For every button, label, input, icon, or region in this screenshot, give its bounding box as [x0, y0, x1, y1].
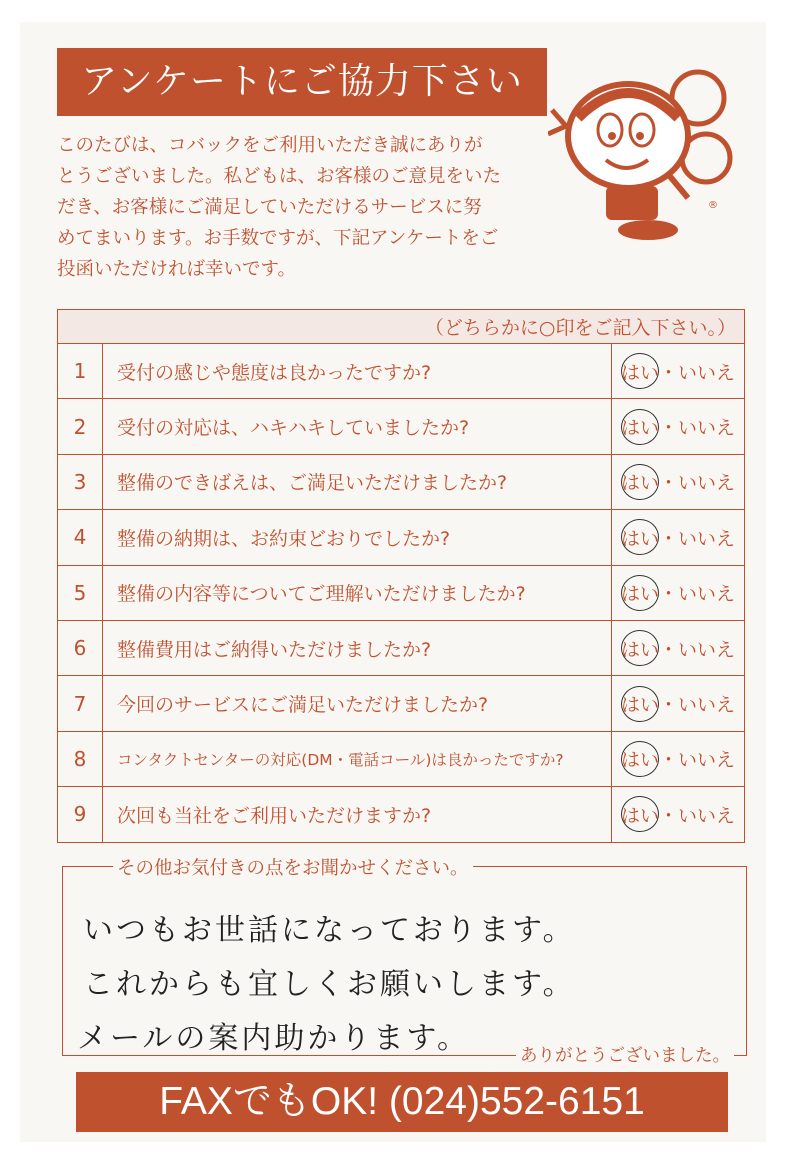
intro-line: だき、お客様にご満足していただけるサービスに努: [57, 197, 482, 218]
question-row: [58, 344, 745, 399]
answer-no: いいえ: [678, 638, 736, 661]
answer-separator: ・: [658, 527, 678, 550]
question-number: 9: [58, 787, 103, 842]
answer-no: いいえ: [678, 472, 736, 495]
answer-separator: ・: [658, 417, 678, 440]
answer-yes: はい: [620, 472, 659, 495]
intro-line: とうございました。私どもは、お客様のご意見をいた: [57, 166, 502, 187]
handwritten-comment-line: これからも宜しくお願いします。: [83, 967, 576, 1002]
question-number: 8: [58, 731, 103, 786]
answer-yes: はい: [620, 638, 659, 661]
answer-yes: はい: [620, 804, 659, 827]
answer-yes: はい: [620, 583, 659, 606]
intro-line: めてまいります。お手数ですが、下記アンケートをご: [57, 228, 499, 249]
answer-no: いいえ: [678, 361, 736, 384]
question-row: [58, 510, 745, 565]
answer-yes: はい: [620, 749, 659, 772]
question-row: [58, 731, 745, 786]
question-text: 整備費用はご納得いただけましたか?: [103, 620, 612, 675]
question-number: 4: [58, 510, 103, 565]
answer-separator: ・: [658, 694, 678, 717]
answer-choice[interactable]: [612, 565, 745, 620]
answer-circle-mark: [621, 686, 659, 722]
handwritten-comment-line: いつもお世話になっております。: [83, 913, 576, 948]
question-row: [58, 454, 745, 509]
answer-separator: ・: [658, 583, 678, 606]
question-number: 1: [58, 344, 103, 399]
fax-banner: FAXでもOK! (024)552-6151: [76, 1072, 728, 1132]
answer-circle-mark: [621, 630, 659, 666]
question-text: 整備の納期は、お約束どおりでしたか?: [103, 510, 612, 565]
answer-circle-mark: [621, 741, 659, 777]
question-row: [58, 565, 745, 620]
answer-choice[interactable]: [612, 620, 745, 675]
answer-no: いいえ: [678, 417, 736, 440]
survey-table: [57, 309, 745, 843]
mascot-illustration: [548, 58, 738, 248]
answer-yes: はい: [620, 361, 659, 384]
answer-circle-mark: [621, 409, 659, 445]
answer-yes: はい: [620, 417, 659, 440]
registered-mark: ®: [708, 200, 718, 211]
answer-circle-mark: [621, 464, 659, 500]
answer-choice[interactable]: [612, 510, 745, 565]
question-row: [58, 676, 745, 731]
answer-yes: はい: [620, 694, 659, 717]
answer-separator: ・: [658, 638, 678, 661]
thanks-text: ありがとうございました。: [516, 1042, 734, 1067]
question-text: 整備の内容等についてご理解いただけましたか?: [103, 565, 612, 620]
question-text: 次回も当社をご利用いただけますか?: [103, 787, 612, 842]
question-text: 受付の感じや態度は良かったですか?: [103, 344, 612, 399]
answer-separator: ・: [658, 472, 678, 495]
answer-no: いいえ: [678, 527, 736, 550]
intro-line: このたびは、コバックをご利用いただき誠にありが: [57, 135, 483, 156]
question-text: 受付の対応は、ハキハキしていましたか?: [103, 399, 612, 454]
answer-choice[interactable]: [612, 731, 745, 786]
table-instruction: （どちらかに○印をご記入下さい。）: [58, 310, 745, 344]
question-number: 7: [58, 676, 103, 731]
question-text: コンタクトセンターの対応(DM・電話コール)は良かったですか?: [103, 731, 612, 786]
answer-no: いいえ: [678, 694, 736, 717]
question-number: 3: [58, 454, 103, 509]
question-row: [58, 399, 745, 454]
answer-circle-mark: [621, 575, 659, 611]
handwritten-comment-line: メールの案内助かります。: [77, 1021, 470, 1056]
answer-separator: ・: [658, 804, 678, 827]
answer-separator: ・: [658, 361, 678, 384]
answer-separator: ・: [658, 749, 678, 772]
answer-no: いいえ: [678, 749, 736, 772]
question-row: [58, 620, 745, 675]
answer-circle-mark: [621, 353, 659, 389]
answer-choice[interactable]: [612, 344, 745, 399]
answer-choice[interactable]: [612, 454, 745, 509]
answer-choice[interactable]: [612, 676, 745, 731]
question-number: 5: [58, 565, 103, 620]
intro-text: [57, 130, 557, 285]
question-number: 6: [58, 620, 103, 675]
answer-no: いいえ: [678, 804, 736, 827]
answer-no: いいえ: [678, 583, 736, 606]
comment-box[interactable]: [62, 858, 747, 1066]
answer-yes: はい: [620, 527, 659, 550]
answer-choice[interactable]: [612, 399, 745, 454]
page-title: アンケートにご協力下さい: [57, 48, 547, 116]
intro-line: 投函いただければ幸いです。: [57, 259, 297, 280]
question-text: 整備のできばえは、ご満足いただけましたか?: [103, 454, 612, 509]
question-number: 2: [58, 399, 103, 454]
question-row: [58, 787, 745, 842]
table-header-row: [58, 310, 745, 344]
comment-label: その他お気付きの点をお聞かせください。: [113, 854, 473, 880]
question-text: 今回のサービスにご満足いただけましたか?: [103, 676, 612, 731]
answer-choice[interactable]: [612, 787, 745, 842]
